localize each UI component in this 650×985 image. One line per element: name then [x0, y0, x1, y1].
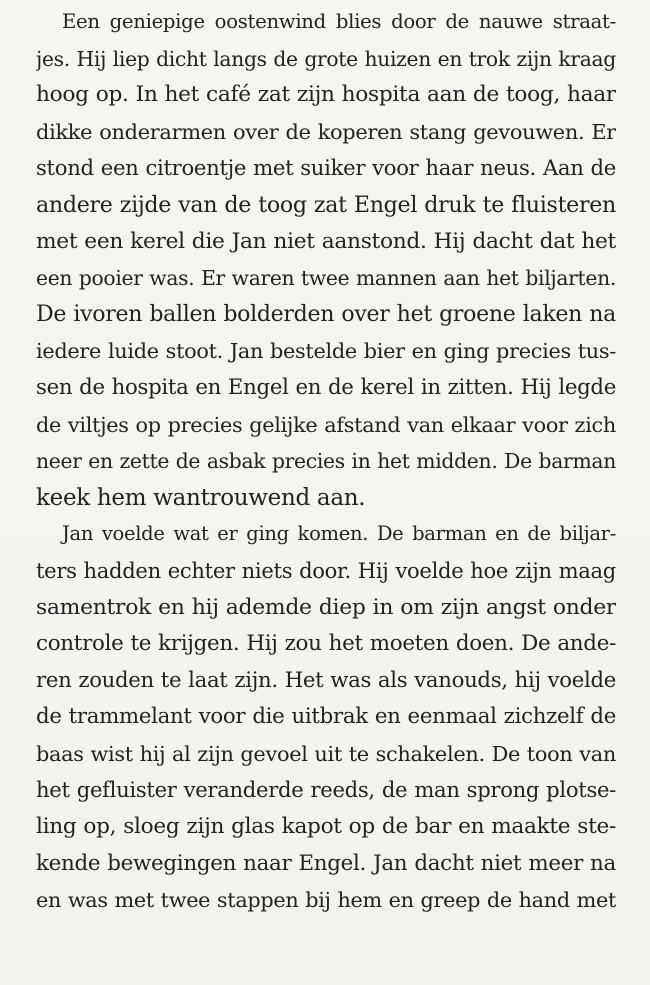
text-line: dikke onderarmen over de koperen stang gevouwen. Er — [36, 119, 616, 144]
text-line: de viltjes op precies gelijke afstand van elkaar voor zich — [36, 412, 616, 437]
text-line: controle te krijgen. Hij zou het moeten doen. De ande- — [36, 631, 616, 657]
text-line: hoog op. In het café zat zijn hospita aan de toog, haar — [36, 82, 616, 108]
text-line: ren zouden te laat zijn. Het was als vanouds, hij voelde — [36, 667, 616, 693]
text-line: en was met twee stappen bij hem en greep de hand met — [36, 888, 616, 913]
text-line: met een kerel die Jan niet aanstond. Hij dacht dat het — [36, 228, 616, 254]
text-line: De ivoren ballen bolderden over het groene laken na — [36, 301, 616, 327]
text-line: kende bewegingen naar Engel. Jan dacht niet meer na — [36, 850, 616, 876]
text-line: baas wist hij al zijn gevoel uit te schakelen. De toon van — [36, 741, 616, 766]
paragraph-1 — [36, 0, 616, 512]
text-line: ling op, sloeg zijn glas kapot op de bar en maakte ste- — [36, 814, 616, 840]
text-line: de trammelant voor die uitbrak en eenmaal zichzelf de — [36, 704, 616, 730]
text-line: andere zijde van de toog zat Engel druk te fluisteren — [36, 191, 616, 218]
text-line: sen de hospita en Engel en de kerel in zitten. Hij legde — [36, 374, 616, 400]
text-line: neer en zette de asbak precies in het midden. De barman — [36, 449, 616, 474]
text-line: Een geniepige oostenwind blies door de nauwe straat- — [62, 10, 616, 33]
text-line: jes. Hij liep dicht langs de grote huizen en trok zijn kraag — [36, 46, 616, 71]
text-line: keek hem wantrouwend aan. — [36, 484, 366, 511]
text-block — [36, 0, 616, 915]
paragraph-2 — [36, 512, 616, 915]
text-line: Jan voelde wat er ging komen. De barman en de biljar- — [62, 522, 616, 546]
text-line: samentrok en hij ademde diep in om zijn angst onder — [36, 594, 616, 620]
text-line: het gefluister veranderde reeds, de man sprong plotse- — [36, 777, 616, 803]
text-line: een pooier was. Er waren twee mannen aan het biljarten. — [36, 266, 616, 291]
text-line: ters hadden echter niets door. Hij voelde hoe zijn maag — [36, 557, 616, 583]
text-line: stond een citroentje met suiker voor haar neus. Aan de — [36, 155, 616, 181]
text-line: iedere luide stoot. Jan bestelde bier en ging precies tus- — [36, 339, 616, 364]
